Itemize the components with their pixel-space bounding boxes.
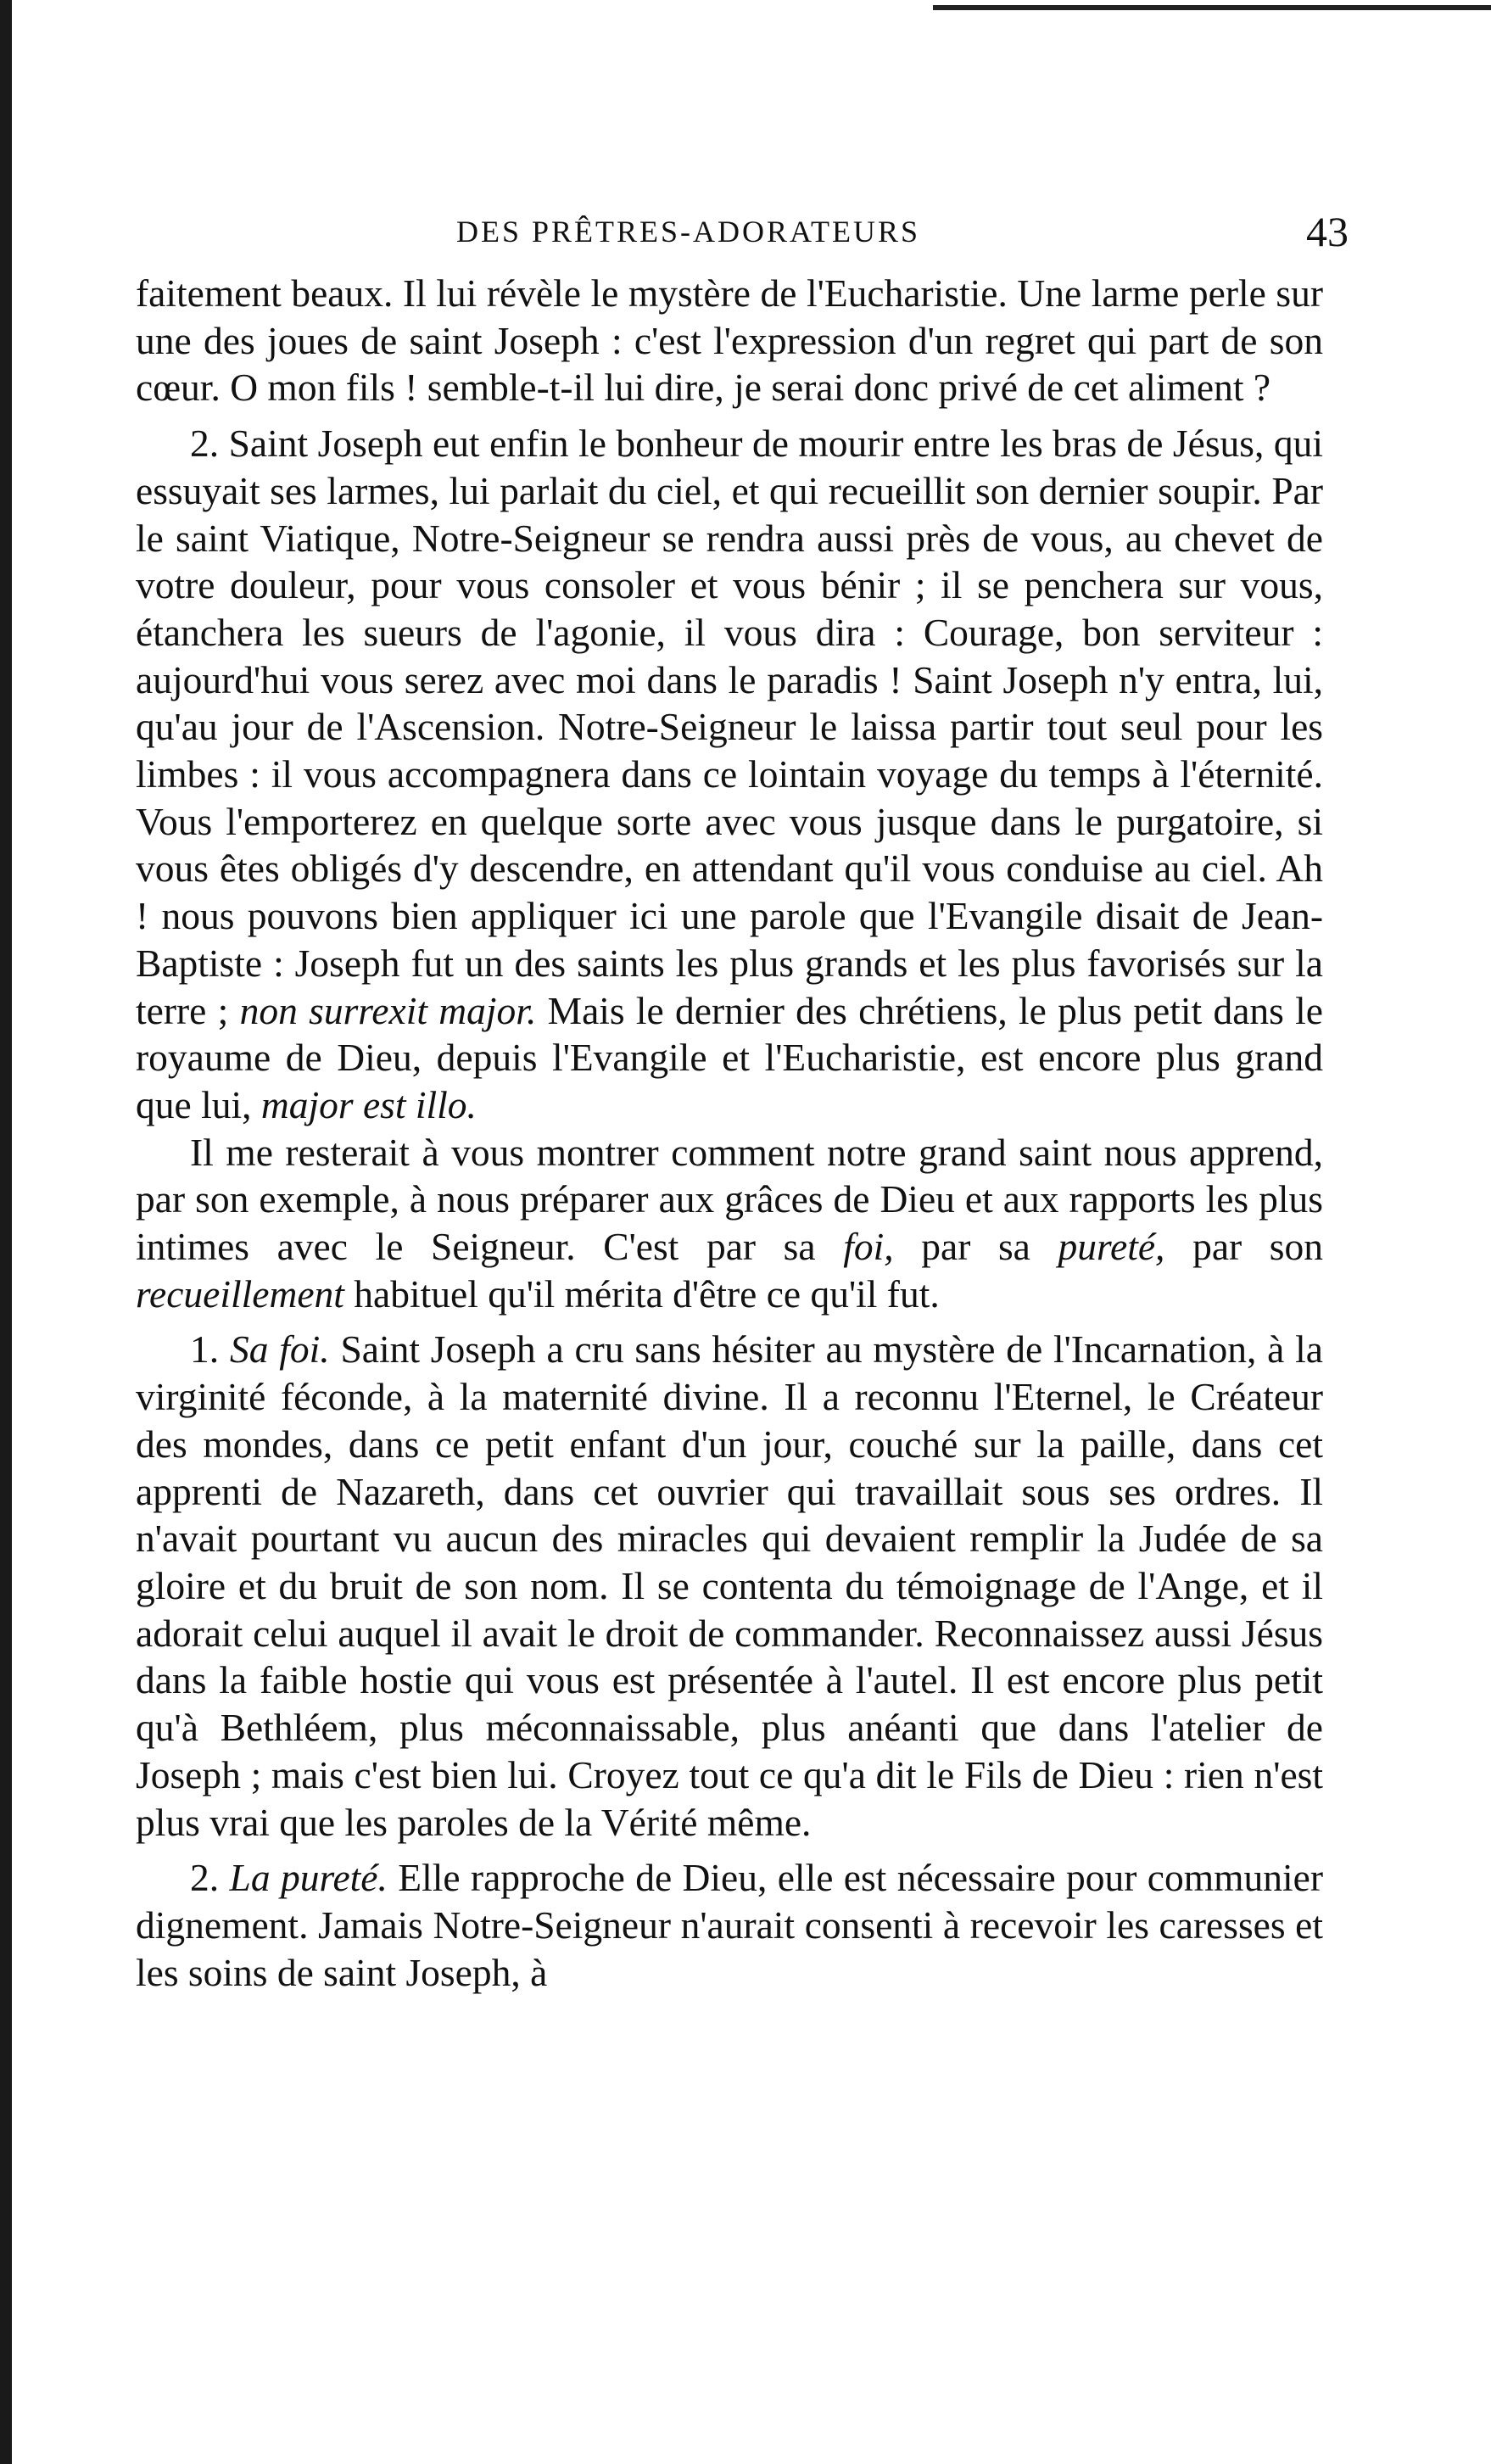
- section-number: 1.: [190, 1327, 220, 1372]
- emphasis-foi: foi,: [843, 1225, 894, 1269]
- latin-quote: major est illo.: [260, 1082, 477, 1126]
- section-heading: La pureté.: [229, 1856, 388, 1900]
- section-2-purity: [136, 1854, 1323, 1996]
- paragraph-transition: [136, 1129, 1323, 1318]
- paragraph-text: Il me resterait à vous montrer comment notre grand saint nous apprend, par son exemple, à nous préparer aux grâces de Dieu et aux rapports les plus intimes avec le Seigneur. C'est par sa: [136, 1130, 1323, 1269]
- page-number: 43: [1306, 208, 1349, 255]
- paragraph-text: par sa: [921, 1225, 1030, 1269]
- page-header: [136, 207, 1349, 258]
- paragraph-text: faitement beaux. Il lui révèle le mystère de l'Eucharistie. Une larme perle sur une des joues de saint Joseph : c'est l'expression d'un regret qui part de son cœur. O mon fils ! semble-t-il lui dire, je serai donc privé de cet aliment ?: [136, 271, 1323, 410]
- emphasis-purete: pureté,: [1058, 1225, 1165, 1269]
- section-1-faith: [136, 1326, 1323, 1846]
- latin-quote: non surrexit major.: [239, 988, 537, 1032]
- running-title: DES PRÊTRES-ADORATEURS: [456, 215, 921, 249]
- paragraph-2: [136, 420, 1323, 1129]
- section-number: 2.: [190, 1856, 220, 1900]
- page-body: [136, 270, 1323, 1996]
- page-top-rule: [933, 5, 1491, 10]
- paragraph-text: Saint Joseph a cru sans hésiter au mystère de l'Incarnation, à la virginité féconde, à la maternité divine. Il a reconnu l'Eternel, le Créateur des mondes, dans ce petit enfant d'un jour, couché sur la paille, dans cet apprenti de Nazareth, dans cet ouvrier qui travaillait sous ses ordres. Il n'avait pourtant vu aucun des miracles qui devaient remplir la Judée de sa gloire et du bruit de son nom. Il se contenta du témoignage de l'Ange, et il adorait celui auquel il avait le droit de commander. Reconnaissez aussi Jésus dans la faible hostie qui vous est présentée à l'autel. Il est encore plus petit qu'à Bethléem, plus méconnaissable, plus anéanti que dans l'atelier de Joseph ; mais c'est bien lui. Croyez tout ce qu'a dit le Fils de Dieu : rien n'est plus vrai que les paroles de la Vérité même.: [136, 1327, 1323, 1844]
- paragraph-text: 2. Saint Joseph eut enfin le bonheur de mourir entre les bras de Jésus, qui essuyait ses larmes, lui parlait du ciel, et qui recueillit son dernier soupir. Par le saint Viatique, Notre-Seigneur se rendra aussi près de vous, au chevet de votre douleur, pour vous consoler et vous bénir ; il se penchera sur vous, étanchera les sueurs de l'agonie, il vous dira : Courage, bon serviteur : aujourd'hui vous serez avec moi dans le paradis ! Saint Joseph n'y entra, lui, qu'au jour de l'Ascension. Notre-Seigneur le laissa partir tout seul pour les limbes : il vous accompagnera dans ce lointain voyage du temps à l'éternité. Vous l'emporterez en quelque sorte avec vous jusque dans le purgatoire, si vous êtes obligés d'y descendre, en attendant qu'il vous conduise au ciel. Ah ! nous pouvons bien appliquer ici une parole que l'Evangile disait de Jean-Baptiste : Joseph fut un des saints les plus grands et les plus favorisés sur la terre ;: [136, 422, 1323, 1032]
- paragraph-text: Elle rapproche de Dieu, elle est nécessaire pour communier dignement. Jamais Notre-Seigneur n'aurait consenti à recevoir les caresses et les soins de saint Joseph, à: [136, 1856, 1324, 1994]
- paragraph-continuation: [136, 270, 1323, 411]
- paragraph-text: Mais le dernier des chrétiens, le plus petit dans le royaume de Dieu, depuis l'Evangile et l'Eucharistie, est encore plus grand que lui,: [136, 988, 1324, 1126]
- emphasis-recueillement: recueillement: [136, 1271, 344, 1316]
- book-spine-edge: [0, 0, 12, 2464]
- paragraph-text: habituel qu'il mérita d'être ce qu'il fut.: [354, 1271, 940, 1316]
- section-heading: Sa foi.: [229, 1327, 330, 1372]
- paragraph-text: par son: [1192, 1225, 1323, 1269]
